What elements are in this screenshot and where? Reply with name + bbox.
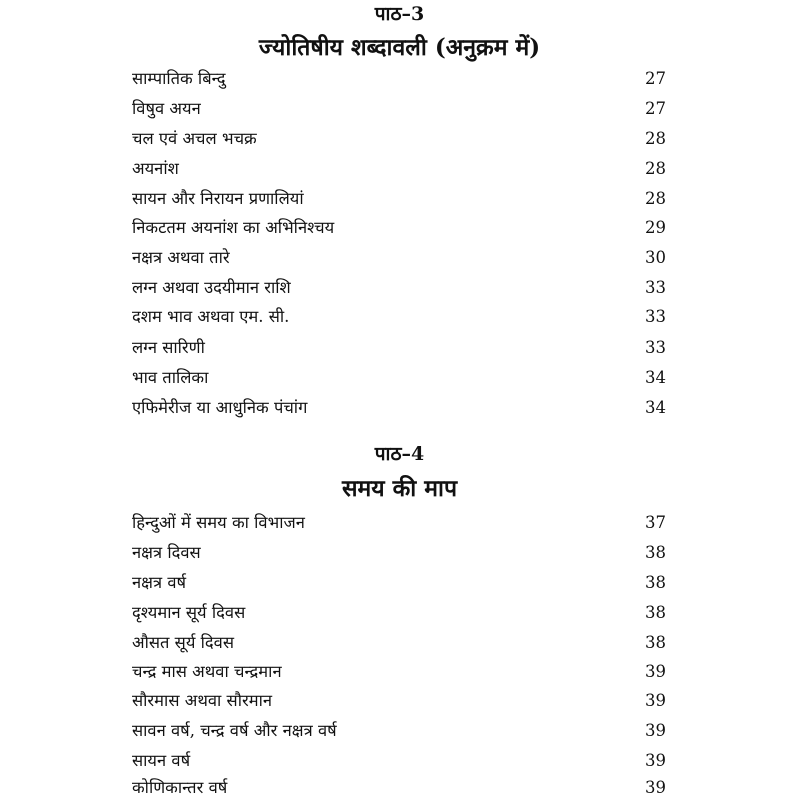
- toc-entry: [132, 338, 666, 368]
- toc-entry-page: 38: [645, 633, 666, 652]
- lesson-3-label: पाठ–3: [374, 3, 425, 25]
- toc-entry-text: भाव तालिका: [132, 368, 209, 387]
- toc-entry: [132, 633, 666, 663]
- toc-entry-text: चन्द्र मास अथवा चन्द्रमान: [132, 662, 282, 681]
- toc-entry-page: 33: [645, 338, 666, 357]
- toc-entry: [132, 573, 666, 603]
- toc-entry-text: साम्पातिक बिन्दु: [132, 69, 226, 88]
- toc-entry-text: दशम भाव अथवा एम. सी.: [132, 307, 290, 326]
- toc-entry-text: सायन और निरायन प्रणालियां: [132, 189, 304, 208]
- toc-entry: [132, 368, 666, 398]
- toc-entry: [132, 278, 666, 308]
- toc-entry-text: सौरमास अथवा सौरमान: [132, 691, 273, 710]
- toc-entry-page: 37: [645, 513, 666, 532]
- toc-entry: [132, 398, 666, 428]
- toc-entry-page: 38: [645, 573, 666, 592]
- toc-entry-page: 39: [645, 751, 666, 770]
- toc-entry-text: हिन्दुओं में समय का विभाजन: [132, 513, 305, 532]
- toc-entry: [132, 721, 666, 751]
- toc-entry-text: अयनांश: [132, 159, 179, 178]
- toc-entry-text: लग्न अथवा उदयीमान राशि: [132, 278, 291, 297]
- toc-entry-page: 33: [645, 278, 666, 297]
- toc-entry-text: नक्षत्र दिवस: [132, 543, 201, 562]
- toc-entry: [132, 603, 666, 633]
- toc-entry: [132, 99, 666, 129]
- toc-entry-page: 34: [645, 398, 666, 417]
- toc-entry-text: विषुव अयन: [132, 99, 201, 118]
- toc-entry: [132, 513, 666, 543]
- toc-entry: [132, 543, 666, 573]
- toc-entry-page: 29: [645, 218, 666, 237]
- toc-entry: [132, 751, 666, 781]
- toc-entry-text: औसत सूर्य दिवस: [132, 633, 235, 652]
- toc-entry-text: एफिमेरीज या आधुनिक पंचांग: [132, 398, 308, 417]
- lesson-4-label: पाठ–4: [374, 443, 425, 465]
- toc-entry-page: 39: [645, 691, 666, 710]
- toc-entry-page: 38: [645, 543, 666, 562]
- toc-entry: [132, 218, 666, 248]
- toc-entry-page: 30: [645, 248, 666, 267]
- toc-entry: [132, 189, 666, 219]
- toc-entry: [132, 159, 666, 189]
- toc-entry-page: 28: [645, 129, 666, 148]
- toc-entry-page: 33: [645, 307, 666, 326]
- toc-entry: [132, 129, 666, 159]
- toc-entry-text: चल एवं अचल भचक्र: [132, 129, 257, 148]
- toc-entry-text: नक्षत्र वर्ष: [132, 573, 187, 592]
- toc-entry-page: 39: [645, 662, 666, 681]
- toc-entry-page: 28: [645, 189, 666, 208]
- toc-entry-page: 34: [645, 368, 666, 387]
- toc-entry-text: सावन वर्ष, चन्द्र वर्ष और नक्षत्र वर्ष: [132, 721, 337, 740]
- toc-entry-text: सायन वर्ष: [132, 751, 191, 770]
- toc-entry-page: 27: [645, 99, 666, 118]
- lesson-4-title: समय की माप: [341, 475, 458, 502]
- toc-entry: [132, 69, 666, 99]
- toc-entry-text: निकटतम अयनांश का अभिनिश्चय: [132, 218, 335, 237]
- toc-entry: [132, 778, 666, 808]
- toc-entry: [132, 691, 666, 721]
- toc-entry-text: दृश्यमान सूर्य दिवस: [132, 603, 246, 622]
- toc-entry-page: 39: [645, 721, 666, 740]
- toc-entry-page: 27: [645, 69, 666, 88]
- toc-entry: [132, 662, 666, 692]
- toc-entry: [132, 307, 666, 337]
- toc-entry-text: कोणिकान्तर वर्ष: [132, 778, 228, 797]
- toc-entry-page: 28: [645, 159, 666, 178]
- toc-entry-page: 38: [645, 603, 666, 622]
- lesson-3-title: ज्योतिषीय शब्दावली (अनुक्रम में): [258, 34, 541, 61]
- toc-entry-text: लग्न सारिणी: [132, 338, 205, 357]
- toc-entry: [132, 248, 666, 278]
- toc-entry-text: नक्षत्र अथवा तारे: [132, 248, 230, 267]
- toc-entry-page: 39: [645, 778, 666, 797]
